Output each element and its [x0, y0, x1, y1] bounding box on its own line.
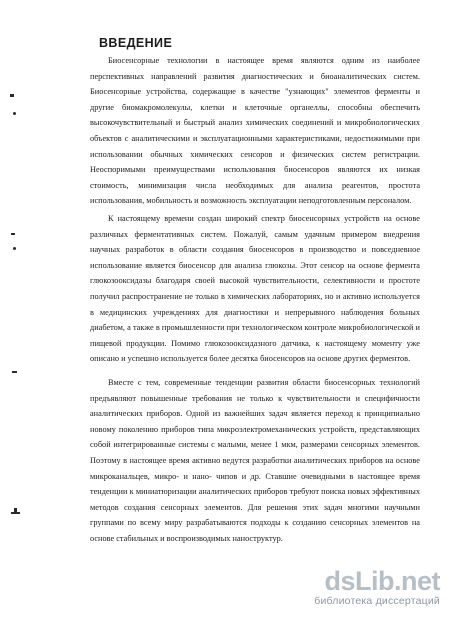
- scan-mark: [11, 512, 20, 514]
- watermark-brand: dsLib.net: [324, 566, 440, 596]
- dslib-watermark: [314, 566, 440, 607]
- watermark-tagline: библиотека диссертаций: [314, 595, 440, 607]
- scan-mark: [11, 233, 15, 235]
- paragraph-2: К настоящему времени создан широкий спектр биосенсорных устройств на основе различных ферментативных систем. Пожалуй, самым удачным примером внедрения научных разработок в области создания биосенсоров в производство и повседневное использование является биосенсор для анализа глюкозы. Этот сенсор на основе фермента глюкозооксидазы благодаря своей высокой чувствительности, селективности и простоте получил распространение не только в химических лабораториях, но и активно используется в медицинских учреждениях для диагностики и непрерывного наблюдения больных диабетом, а также в промышленности при технологическом контроле микробиологической и пищевой продукции. Помимо глюкозооксидазного датчика, к настоящему моменту уже описано и успешно используется более десятка биосенсоров на основе других ферментов.: [90, 214, 420, 364]
- scan-mark: [12, 371, 17, 373]
- paragraph-1: Биосенсорные технологии в настоящее время являются одним из наиболее перспективных направлений развития диагностических и биоаналитических систем. Биосенсорные устройства, содержащие в качестве "узнающих" элементов ферменты и другие биомакромолекулы, клетки и клеточные органеллы, способны обеспечить высокочувствительный и быстрый анализ химических соединений и микробиологических объектов с аналитическими и эксплуатационными характеристиками, недостижимыми при использовании обычных химических сенсоров и физических систем регистрации. Неоспоримыми преимуществами использования биосенсоров являются их низкая стоимость, минимизация числа необходимых для анализа реагентов, простота использования, мобильность и возможность эксплуатации неподготовленным персоналом.: [90, 56, 420, 206]
- paragraph-3: Вместе с тем, современные тенденции развития области биосенсорных технологий предъявляют повышенные требования не только к чувствительности и специфичности аналитических приборов. Одной из важнейших задач является переход к принципиально новому поколению приборов типа микроэлектромеханических устройств, представляющих собой интегрированные системы с малыми, менее 1 мкм, размерами сенсорных элементов. Поэтому в настоящее время активно ведутся разработки аналитических приборов на основе микроканальцев, микро- и нано- чипов и др. Ставшие очевидными в настоящее время тенденции к миниатюризации аналитических приборов требуют поиска новых эффективных методов создания сенсорных элементов. Для решения этих задач многими научными группами по всему миру разрабатываются подходы к созданию сенсорных элементов на основе стабильных и воспроизводимых наноструктур.: [90, 378, 420, 543]
- scan-mark: [13, 112, 16, 115]
- scan-mark: [13, 247, 16, 250]
- scan-mark: [10, 94, 14, 97]
- section-heading: ВВЕДЕНИЕ: [99, 36, 173, 50]
